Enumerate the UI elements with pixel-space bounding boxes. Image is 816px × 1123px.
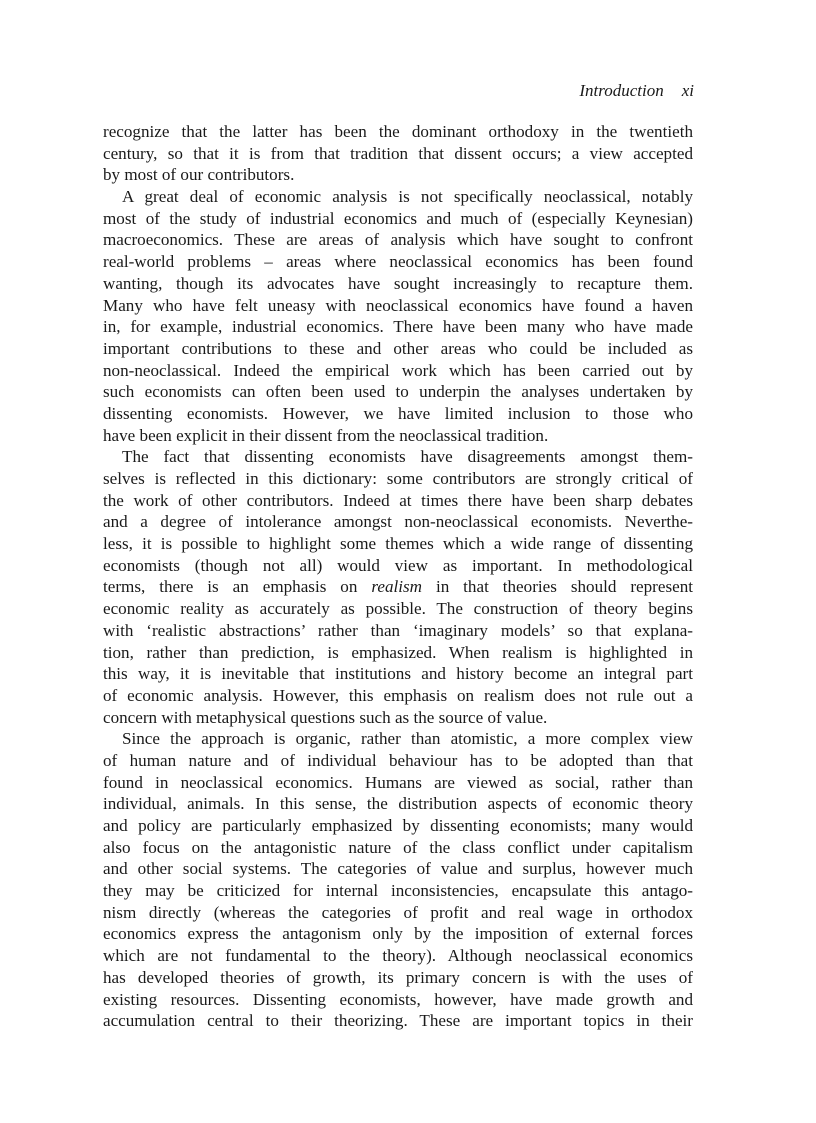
text-line: have been explicit in their dissent from the neoclassical tradition. [103, 425, 549, 445]
text-line: Many who have felt uneasy with neoclassical economics have found a haven [103, 295, 693, 315]
text-line: in, for example, industrial economics. There have been many who have made [103, 317, 693, 337]
text-line: nism directly (whereas the categories of profit and real wage in orthodox [103, 902, 693, 922]
text-line: they may be criticized for internal inconsistencies, encapsulate this antago- [103, 881, 693, 901]
text-line: most of the study of industrial economics and much of (especially Keynesian) [103, 208, 693, 228]
text-line: found in neoclassical economics. Humans are viewed as social, rather than [103, 772, 693, 792]
text-line: non-neoclassical. Indeed the empirical work which has been carried out by [103, 360, 693, 380]
text-line-with-emphasis [103, 576, 693, 598]
text-line: of economic analysis. However, this emphasis on realism does not rule out a [103, 685, 693, 705]
text-line: century, so that it is from that tradition that dissent occurs; a view accepted [103, 143, 693, 163]
text-line: and other social systems. The categories of value and surplus, however much [103, 859, 693, 879]
text-segment: in that theories should represent [422, 577, 693, 597]
text-line: recognize that the latter has been the dominant orthodoxy in the twentieth [103, 122, 693, 141]
text-line: and a degree of intolerance amongst non-neoclassical economists. Neverthe- [103, 512, 693, 532]
text-line: dissenting economists. However, we have limited inclusion to those who [103, 403, 693, 423]
running-header [579, 80, 694, 102]
body-text [103, 121, 693, 1032]
paragraph [103, 186, 693, 446]
text-line: accumulation central to their theorizing. These are important topics in their [103, 1011, 693, 1031]
text-line: such economists can often been used to underpin the analyses undertaken by [103, 382, 693, 402]
text-line: Since the approach is organic, rather than atomistic, a more complex view [122, 729, 693, 749]
text-line: selves is reflected in this dictionary: some contributors are strongly critical of [103, 469, 693, 488]
text-line: concern with metaphysical questions such as the source of value. [103, 707, 548, 727]
text-line: individual, animals. In this sense, the distribution aspects of economic theory [103, 794, 693, 814]
text-line: economics express the antagonism only by the imposition of external forces [103, 924, 693, 944]
text-line: important contributions to these and other areas who could be included as [103, 338, 693, 358]
text-line: economists (though not all) would view as important. In methodological [103, 555, 693, 575]
paragraph [103, 728, 693, 1032]
text-line: and policy are particularly emphasized by dissenting economists; many would [103, 816, 693, 835]
text-line: tion, rather than prediction, is emphasized. When realism is highlighted in [103, 642, 693, 662]
text-line: A great deal of economic analysis is not specifically neoclassical, notably [122, 187, 693, 207]
text-line: which are not fundamental to the theory). Although neoclassical economics [103, 946, 693, 966]
text-line: real-world problems – areas where neoclassical economics has been found [103, 252, 693, 272]
text-segment: terms, there is an emphasis on [103, 577, 372, 597]
paragraph [103, 121, 693, 186]
text-line: macroeconomics. These are areas of analysis which have sought to confront [103, 230, 693, 250]
text-line: existing resources. Dissenting economists, however, have made growth and [103, 989, 693, 1009]
emphasis-word: realism [371, 577, 422, 597]
text-line: wanting, though its advocates have sought increasingly to recapture them. [103, 273, 693, 293]
text-line: economic reality as accurately as possible. The construction of theory begins [103, 599, 693, 619]
text-line: also focus on the antagonistic nature of the class conflict under capitalism [103, 837, 693, 857]
section-title: Introduction [579, 81, 664, 100]
text-line: less, it is possible to highlight some themes which a wide range of dissenting [103, 534, 693, 554]
text-line: has developed theories of growth, its primary concern is with the uses of [103, 967, 693, 987]
text-line: by most of our contributors. [103, 165, 295, 185]
text-line: The fact that dissenting economists have disagreements amongst them- [122, 447, 693, 467]
text-line: with ‘realistic abstractions’ rather than ‘imaginary models’ so that explana- [103, 620, 693, 640]
paragraph [103, 446, 693, 728]
text-line: of human nature and of individual behaviour has to be adopted than that [103, 750, 693, 770]
page-number: xi [681, 81, 694, 100]
text-line: the work of other contributors. Indeed at times there have been sharp debates [103, 490, 693, 510]
text-line: this way, it is inevitable that institutions and history become an integral part [103, 664, 693, 684]
